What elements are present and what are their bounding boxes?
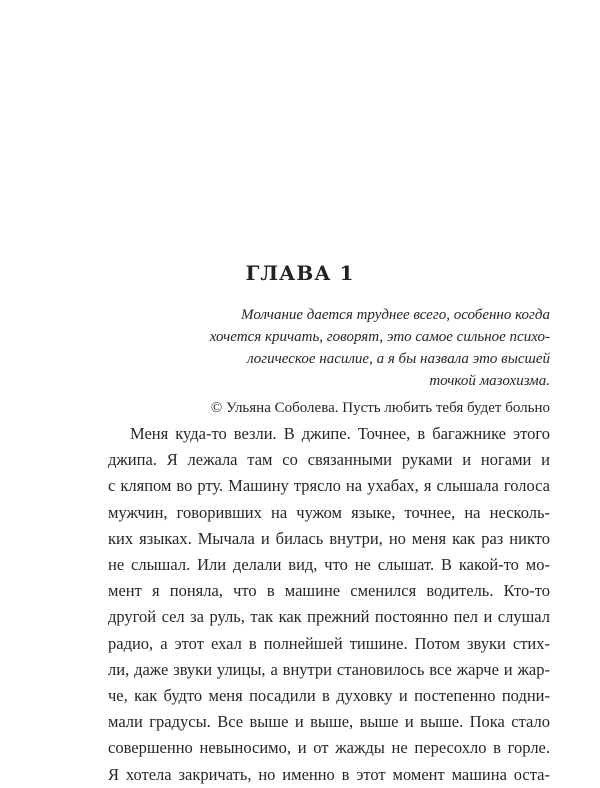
epigraph-line: точкой мазохизма. [429, 373, 550, 389]
body-line: ли, даже звуки улицы, а внутри становилось все жарче и жар- [108, 659, 550, 679]
body-line: не слышал. Или делали вид, что не слышат. В какой-то мо- [108, 555, 550, 575]
body-line: с кляпом во рту. Машину трясло на ухабах, я слышала голоса [108, 476, 550, 496]
body-line: джипа. Я лежала там со связанными руками и ногами и [108, 450, 550, 470]
epigraph-line: логическое насилие, а я бы назвала это высшей [247, 351, 550, 367]
body-paragraph [108, 421, 550, 788]
chapter-title: ГЛАВА 1 [245, 261, 355, 285]
epigraph [196, 304, 550, 419]
epigraph-line: хочется кричать, говорят, это самое сильное психо- [209, 329, 550, 345]
epigraph-attribution: © Ульяна Соболева. Пусть любить тебя будет больно [210, 400, 550, 416]
body-line: че, как будто меня посадили в духовку и постепенно подни- [108, 686, 550, 706]
body-line: мали градусы. Все выше и выше, выше и выше. Пока стало [108, 712, 550, 732]
epigraph-line: Молчание дается труднее всего, особенно когда [241, 307, 550, 323]
body-line: мент я поняла, что в машине сменился водитель. Кто-то [108, 581, 550, 601]
body-line: ких языках. Мычала и билась внутри, но меня как раз никто [108, 528, 550, 548]
body-line: мужчин, говоривших на чужом языке, точнее, на несколь- [108, 502, 550, 522]
body-line: совершенно невыносимо, и от жажды не пересохло в горле. [108, 738, 550, 758]
body-line: другой сел за руль, так как прежний постоянно пел и слушал [108, 607, 550, 627]
body-line: Меня куда-то везли. В джипе. Точнее, в багажнике этого [130, 424, 550, 443]
body-line: Я хотела закричать, но именно в этот момент машина оста- [108, 764, 550, 784]
body-line: радио, а этот ехал в полнейшей тишине. Потом звуки стих- [108, 633, 550, 653]
